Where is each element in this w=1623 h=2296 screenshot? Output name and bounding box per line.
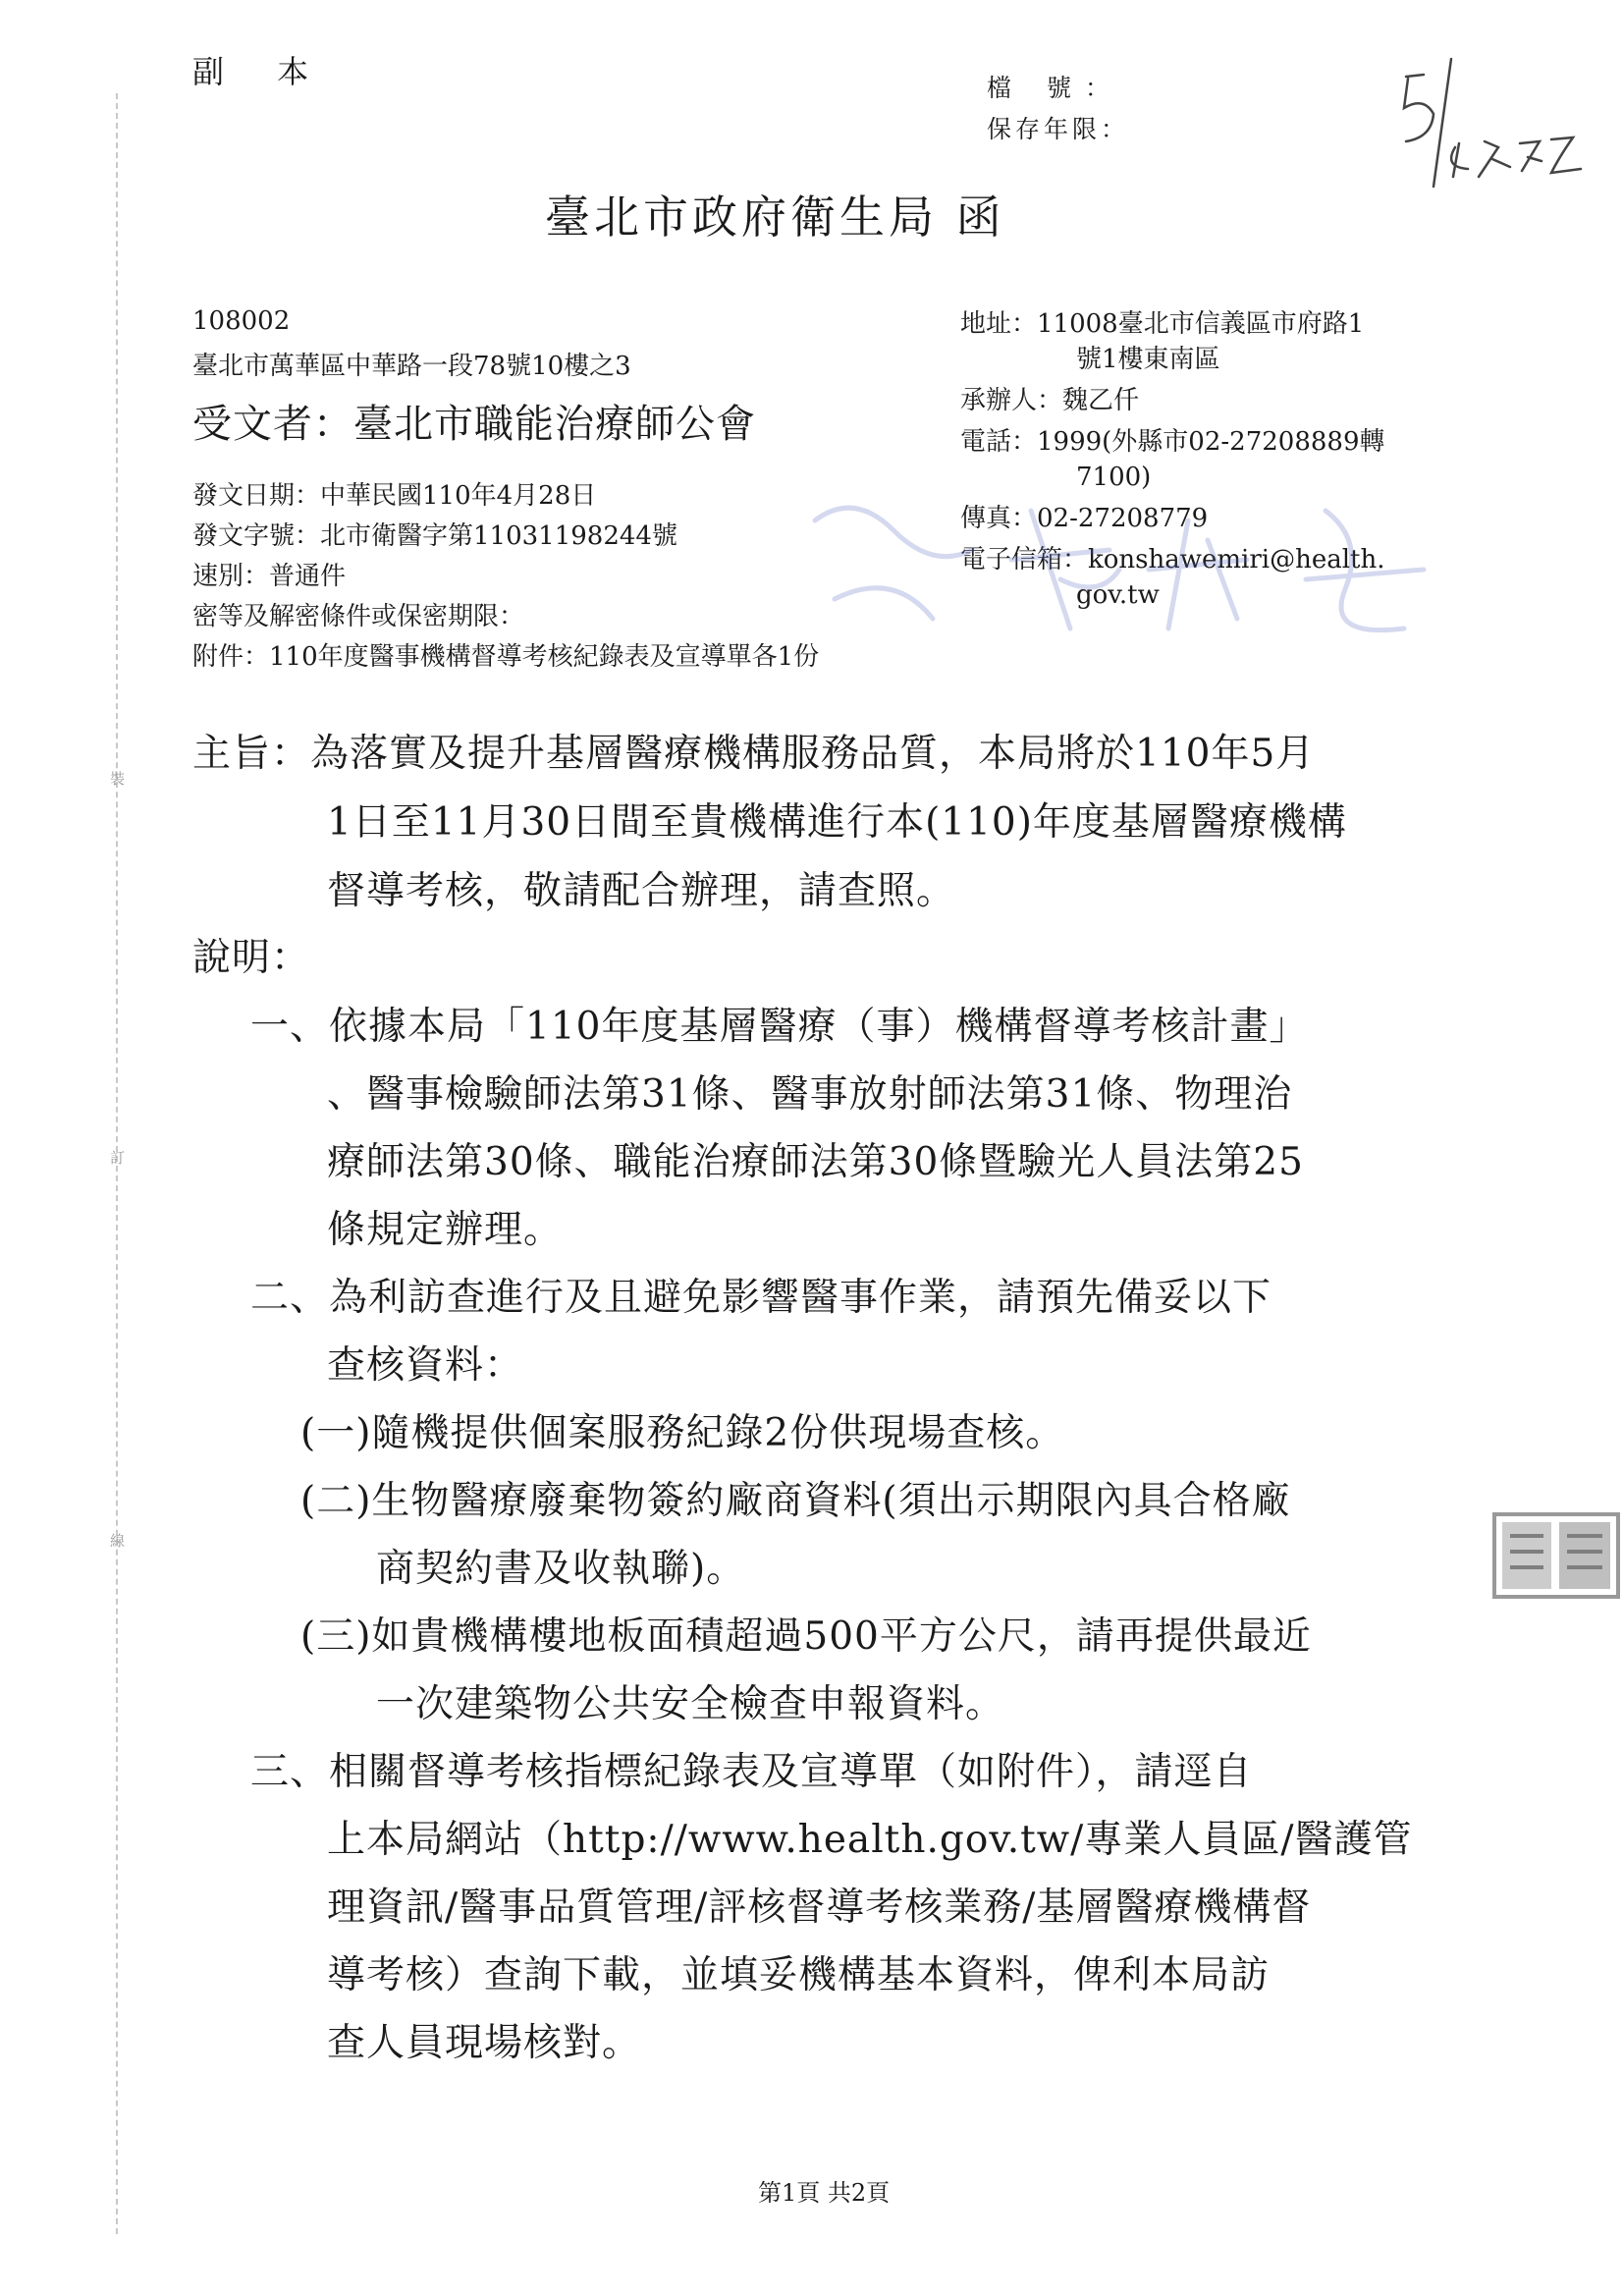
retention-period-label: 保存年限：: [987, 115, 1130, 143]
fax: 傳真：02-27208779: [960, 504, 1209, 533]
binding-mark-staple: 訂: [110, 1149, 126, 1167]
email-line1: 電子信箱：konshawemiri@health.: [960, 545, 1385, 574]
handler: 承辦人：魏乙仟: [960, 386, 1140, 415]
page-footer: 第1頁 共2頁: [758, 2179, 891, 2207]
item-one-line2: 、醫事檢驗師法第31條、醫事放射師法第31條、物理治: [327, 1072, 1293, 1117]
binding-mark-line: 線: [110, 1532, 126, 1550]
phone-line1: 電話：1999(外縣市02-27208889轉: [960, 427, 1385, 457]
handwritten-note-icon: [1394, 49, 1591, 196]
agency-address-line1: 地址：11008臺北市信義區市府路1: [960, 309, 1365, 339]
binding-mark-bind: 裝: [110, 770, 126, 788]
explanation-label: 說明：: [192, 936, 311, 980]
item-one-line4: 條規定辦理。: [327, 1208, 564, 1252]
item-three-line2: 上本局網站（http://www.health.gov.tw/專業人員區/醫護管: [327, 1818, 1413, 1862]
received-stamp-icon: [776, 481, 1483, 648]
item-two-sub2-line2: 商契約書及收執聯)。: [376, 1547, 746, 1591]
official-seal-icon: [1492, 1512, 1620, 1599]
item-two-line1: 二、為利訪查進行及且避免影響醫事作業，請預先備妥以下: [250, 1276, 1272, 1320]
sender-address: 臺北市萬華區中華路一段78號10樓之3: [192, 352, 631, 381]
subject-line3: 督導考核，敬請配合辦理，請查照。: [327, 869, 956, 913]
item-three-line5: 查人員現場核對。: [327, 2021, 642, 2065]
issue-date: 發文日期：中華民國110年4月28日: [192, 481, 597, 511]
subject-line2: 1日至11月30日間至貴機構進行本(110)年度基層醫療機構: [327, 800, 1347, 845]
recipient: 受文者：臺北市職能治療師公會: [192, 402, 756, 447]
attachment: 附件：110年度醫事機構督導考核紀錄表及宣導單各1份: [192, 642, 820, 672]
agency-address-line2: 號1樓東南區: [1076, 345, 1220, 374]
document-title: 臺北市政府衛生局 函: [545, 191, 1005, 244]
item-one-line1: 一、依據本局「110年度基層醫療（事）機構督導考核計畫」: [250, 1005, 1309, 1049]
copy-label: 副 本: [192, 53, 331, 90]
item-two-sub3-line2: 一次建築物公共安全檢查申報資料。: [376, 1682, 1005, 1726]
item-two-sub2-line1: (二)生物醫療廢棄物簽約廠商資料(須出示期限內具合格廠: [300, 1479, 1291, 1523]
document-number: 發文字號：北市衛醫字第11031198244號: [192, 521, 677, 551]
item-three-line3: 理資訊/醫事品質管理/評核督導考核業務/基層醫療機構督: [327, 1886, 1312, 1930]
item-two-sub3-line1: (三)如貴機構樓地板面積超過500平方公尺，請再提供最近: [300, 1614, 1312, 1659]
delivery-speed: 速別：普通件: [192, 562, 347, 591]
phone-line2: 7100): [1076, 463, 1152, 492]
item-two-sub1: (一)隨機提供個案服務紀錄2份供現場查核。: [300, 1411, 1065, 1455]
subject-line1: 主旨：為落實及提升基層醫療機構服務品質，本局將於110年5月: [192, 732, 1316, 776]
item-three-line1: 三、相關督導考核指標紀錄表及宣導單（如附件），請逕自: [250, 1750, 1253, 1794]
sender-postal-code: 108002: [192, 306, 291, 336]
item-one-line3: 療師法第30條、職能治療師法第30條暨驗光人員法第25: [327, 1140, 1304, 1184]
item-three-line4: 導考核）查詢下載，並填妥機構基本資料，俾利本局訪: [327, 1953, 1271, 1997]
item-two-line2: 查核資料：: [327, 1343, 524, 1388]
secrecy-level: 密等及解密條件或保密期限：: [192, 602, 525, 631]
archive-number-label: 檔 號：: [987, 74, 1123, 102]
email-line2: gov.tw: [1076, 580, 1160, 610]
